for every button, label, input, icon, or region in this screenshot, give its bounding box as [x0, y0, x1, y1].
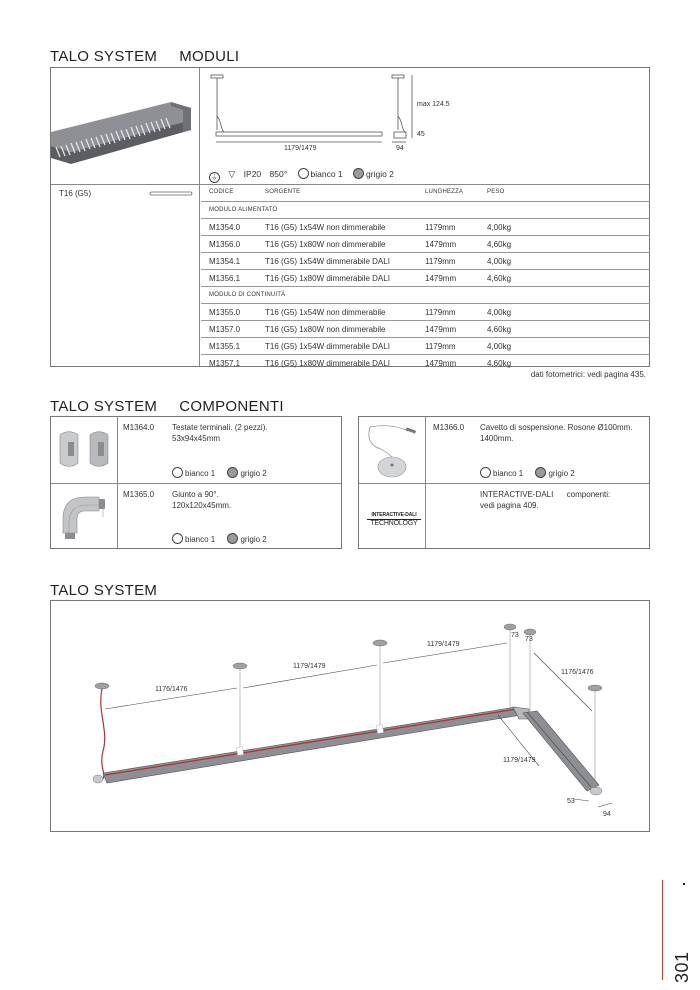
- comp-desc1: INTERACTIVE-DALI componenti:: [480, 490, 611, 499]
- end-caps-photo: [54, 425, 114, 475]
- dim-label: 73: [511, 632, 519, 639]
- row-length: 1479mm: [425, 240, 457, 249]
- row-code: M1355.1: [209, 342, 241, 351]
- ip-rating: IP20: [243, 169, 262, 179]
- comp-desc2: vedi pagina 409.: [480, 501, 539, 510]
- grigio-label: grigio 2: [366, 169, 394, 179]
- row-source: T16 (G5) 1x80W dimmerabile DALI: [265, 359, 390, 368]
- moduli-box: [50, 67, 650, 367]
- dim-label: 1179/1479: [503, 757, 536, 764]
- row-length: 1179mm: [425, 223, 456, 232]
- row-length: 1479mm: [425, 325, 457, 334]
- logo-line1: INTERACTIVE-DALI: [367, 511, 421, 520]
- row-weight: 4,60kg: [487, 325, 512, 334]
- row-weight: 4,00kg: [487, 257, 512, 266]
- comp-code: M1366.0: [433, 423, 465, 432]
- row-code: M1356.0: [209, 240, 241, 249]
- row-weight: 4,00kg: [487, 308, 512, 317]
- componenti-title: [50, 398, 284, 415]
- comp-desc1: Giunto a 90°.: [172, 490, 219, 499]
- table-row: [201, 303, 650, 320]
- ground-icon: ⏚: [211, 174, 218, 181]
- table-row: [201, 320, 650, 337]
- page-marker-line: [662, 880, 663, 980]
- page-number: 301: [672, 951, 692, 983]
- row-length: 1179mm: [425, 308, 456, 317]
- grey-swatch-icon: [227, 467, 238, 478]
- bianco-label: bianco 1: [185, 469, 216, 478]
- comp-row-divider: [359, 483, 649, 484]
- module-drawing: [206, 72, 476, 156]
- tube-icon: [149, 191, 193, 197]
- row-weight: 4,00kg: [487, 342, 512, 351]
- row-code: M1355.0: [209, 308, 241, 317]
- row-code: M1356.1: [209, 274, 241, 283]
- comp-colors: [480, 467, 575, 479]
- dim-length: 1179/1479: [284, 145, 317, 152]
- system-box: [50, 600, 650, 832]
- row-source: T16 (G5) 1x80W dimmerabile DALI: [265, 274, 390, 283]
- grey-swatch-icon: [535, 467, 546, 478]
- row-length: 1479mm: [425, 359, 457, 368]
- bianco-label: bianco 1: [185, 535, 216, 544]
- row-source: T16 (G5) 1x80W non dimmerabile: [265, 240, 386, 249]
- attributes-row: [209, 168, 394, 183]
- table-row: [201, 354, 650, 371]
- row-code: M1357.1: [209, 359, 241, 368]
- dim-width: 94: [396, 145, 404, 152]
- comp-desc2: 1400mm.: [480, 434, 514, 443]
- grigio-label: grigio 2: [240, 469, 267, 478]
- grey-swatch-icon: [227, 533, 238, 544]
- header-sorgente: SORGENTE: [265, 189, 301, 195]
- system-illustration: [51, 601, 649, 831]
- logo-line2: TECHNOLOGY: [370, 520, 418, 527]
- dim-label: 1179/1479: [293, 663, 326, 670]
- bianco-label: bianco 1: [310, 169, 343, 179]
- componenti-title-b: COMPONENTI: [179, 398, 284, 415]
- row-code: M1354.0: [209, 223, 241, 232]
- comp-desc2: 120x120x45mm.: [172, 501, 232, 510]
- table-divider: [199, 184, 200, 367]
- white-swatch-icon: [172, 467, 183, 478]
- grigio-label: grigio 2: [548, 469, 575, 478]
- row-code: M1354.1: [209, 257, 241, 266]
- table-row: [201, 252, 650, 269]
- white-swatch-icon: [172, 533, 183, 544]
- system-title: TALO SYSTEM: [50, 582, 158, 599]
- page-marker-dot: [683, 883, 685, 885]
- comp-code: M1365.0: [123, 490, 155, 499]
- table-header: [201, 184, 650, 201]
- row-code: M1357.0: [209, 325, 241, 334]
- row-source: T16 (G5) 1x54W non dimmerabile: [265, 223, 386, 232]
- comp-code: M1364.0: [123, 423, 155, 432]
- dim-label: 94: [603, 811, 611, 818]
- comp-colors: [172, 467, 267, 479]
- components-right-box: [358, 416, 650, 549]
- joint-photo: [55, 489, 113, 545]
- comp-colors: [172, 533, 267, 545]
- dim-label: 1179/1479: [427, 641, 460, 648]
- row-source: T16 (G5) 1x80W non dimmerabile: [265, 325, 386, 334]
- grey-swatch-icon: [353, 168, 364, 179]
- row-weight: 4,00kg: [487, 223, 512, 232]
- interactive-dali-logo: [367, 511, 421, 528]
- comp-desc2: 53x94x45mm: [172, 434, 221, 443]
- section-label: MODULO DI CONTINUITÀ: [209, 292, 286, 298]
- temp-rating: 850°: [269, 169, 288, 179]
- componenti-title-a: TALO SYSTEM: [50, 398, 158, 415]
- comp-row-divider: [51, 483, 341, 484]
- comp-desc1: Testate terminali. (2 pezzi).: [172, 423, 268, 432]
- row-weight: 4,60kg: [487, 359, 512, 368]
- row-length: 1179mm: [425, 342, 456, 351]
- row-source: T16 (G5) 1x54W dimmerabile DALI: [265, 342, 390, 351]
- table-row: [201, 337, 650, 354]
- moduli-title: [50, 48, 239, 65]
- moduli-title-b: MODULI: [179, 48, 240, 65]
- dim-label: 1176/1476: [155, 686, 188, 693]
- row-length: 1179mm: [425, 257, 456, 266]
- row-source: T16 (G5) 1x54W dimmerabile DALI: [265, 257, 390, 266]
- module-photo: [51, 80, 199, 190]
- table-row: [201, 235, 650, 252]
- comp-desc1: Cavetto di sospensione. Rosone Ø100mm.: [480, 423, 633, 432]
- dim-label: 53: [567, 798, 575, 805]
- row-weight: 4,60kg: [487, 240, 512, 249]
- suspension-cable-photo: [362, 421, 422, 481]
- table-row: [201, 218, 650, 235]
- header-lunghezza: LUNGHEZZA: [425, 189, 464, 195]
- dim-label: 73: [525, 636, 533, 643]
- dim-max: max 124.5: [417, 101, 450, 108]
- section-label: MODULO ALIMENTATO: [209, 207, 278, 213]
- table-row: [201, 269, 650, 286]
- photometric-note: dati fotometrici: vedi pagina 435.: [530, 370, 646, 379]
- f-mark-icon: ▽: [228, 169, 236, 179]
- header-codice: CODICE: [209, 189, 234, 195]
- row-length: 1479mm: [425, 274, 457, 283]
- grigio-label: grigio 2: [240, 535, 267, 544]
- dim-height: 45: [417, 131, 425, 138]
- row-weight: 4,60kg: [487, 274, 512, 283]
- row-source: T16 (G5) 1x54W non dimmerabile: [265, 308, 386, 317]
- white-swatch-icon: [298, 168, 309, 179]
- dim-label: 1176/1476: [561, 669, 594, 676]
- section-alimentato: [201, 201, 650, 218]
- bianco-label: bianco 1: [493, 469, 524, 478]
- moduli-title-a: TALO SYSTEM: [50, 48, 158, 65]
- header-peso: PESO: [487, 189, 505, 195]
- components-left-box: [50, 416, 342, 549]
- lamp-label: T16 (G5): [59, 189, 92, 198]
- section-continuita: [201, 286, 650, 303]
- white-swatch-icon: [480, 467, 491, 478]
